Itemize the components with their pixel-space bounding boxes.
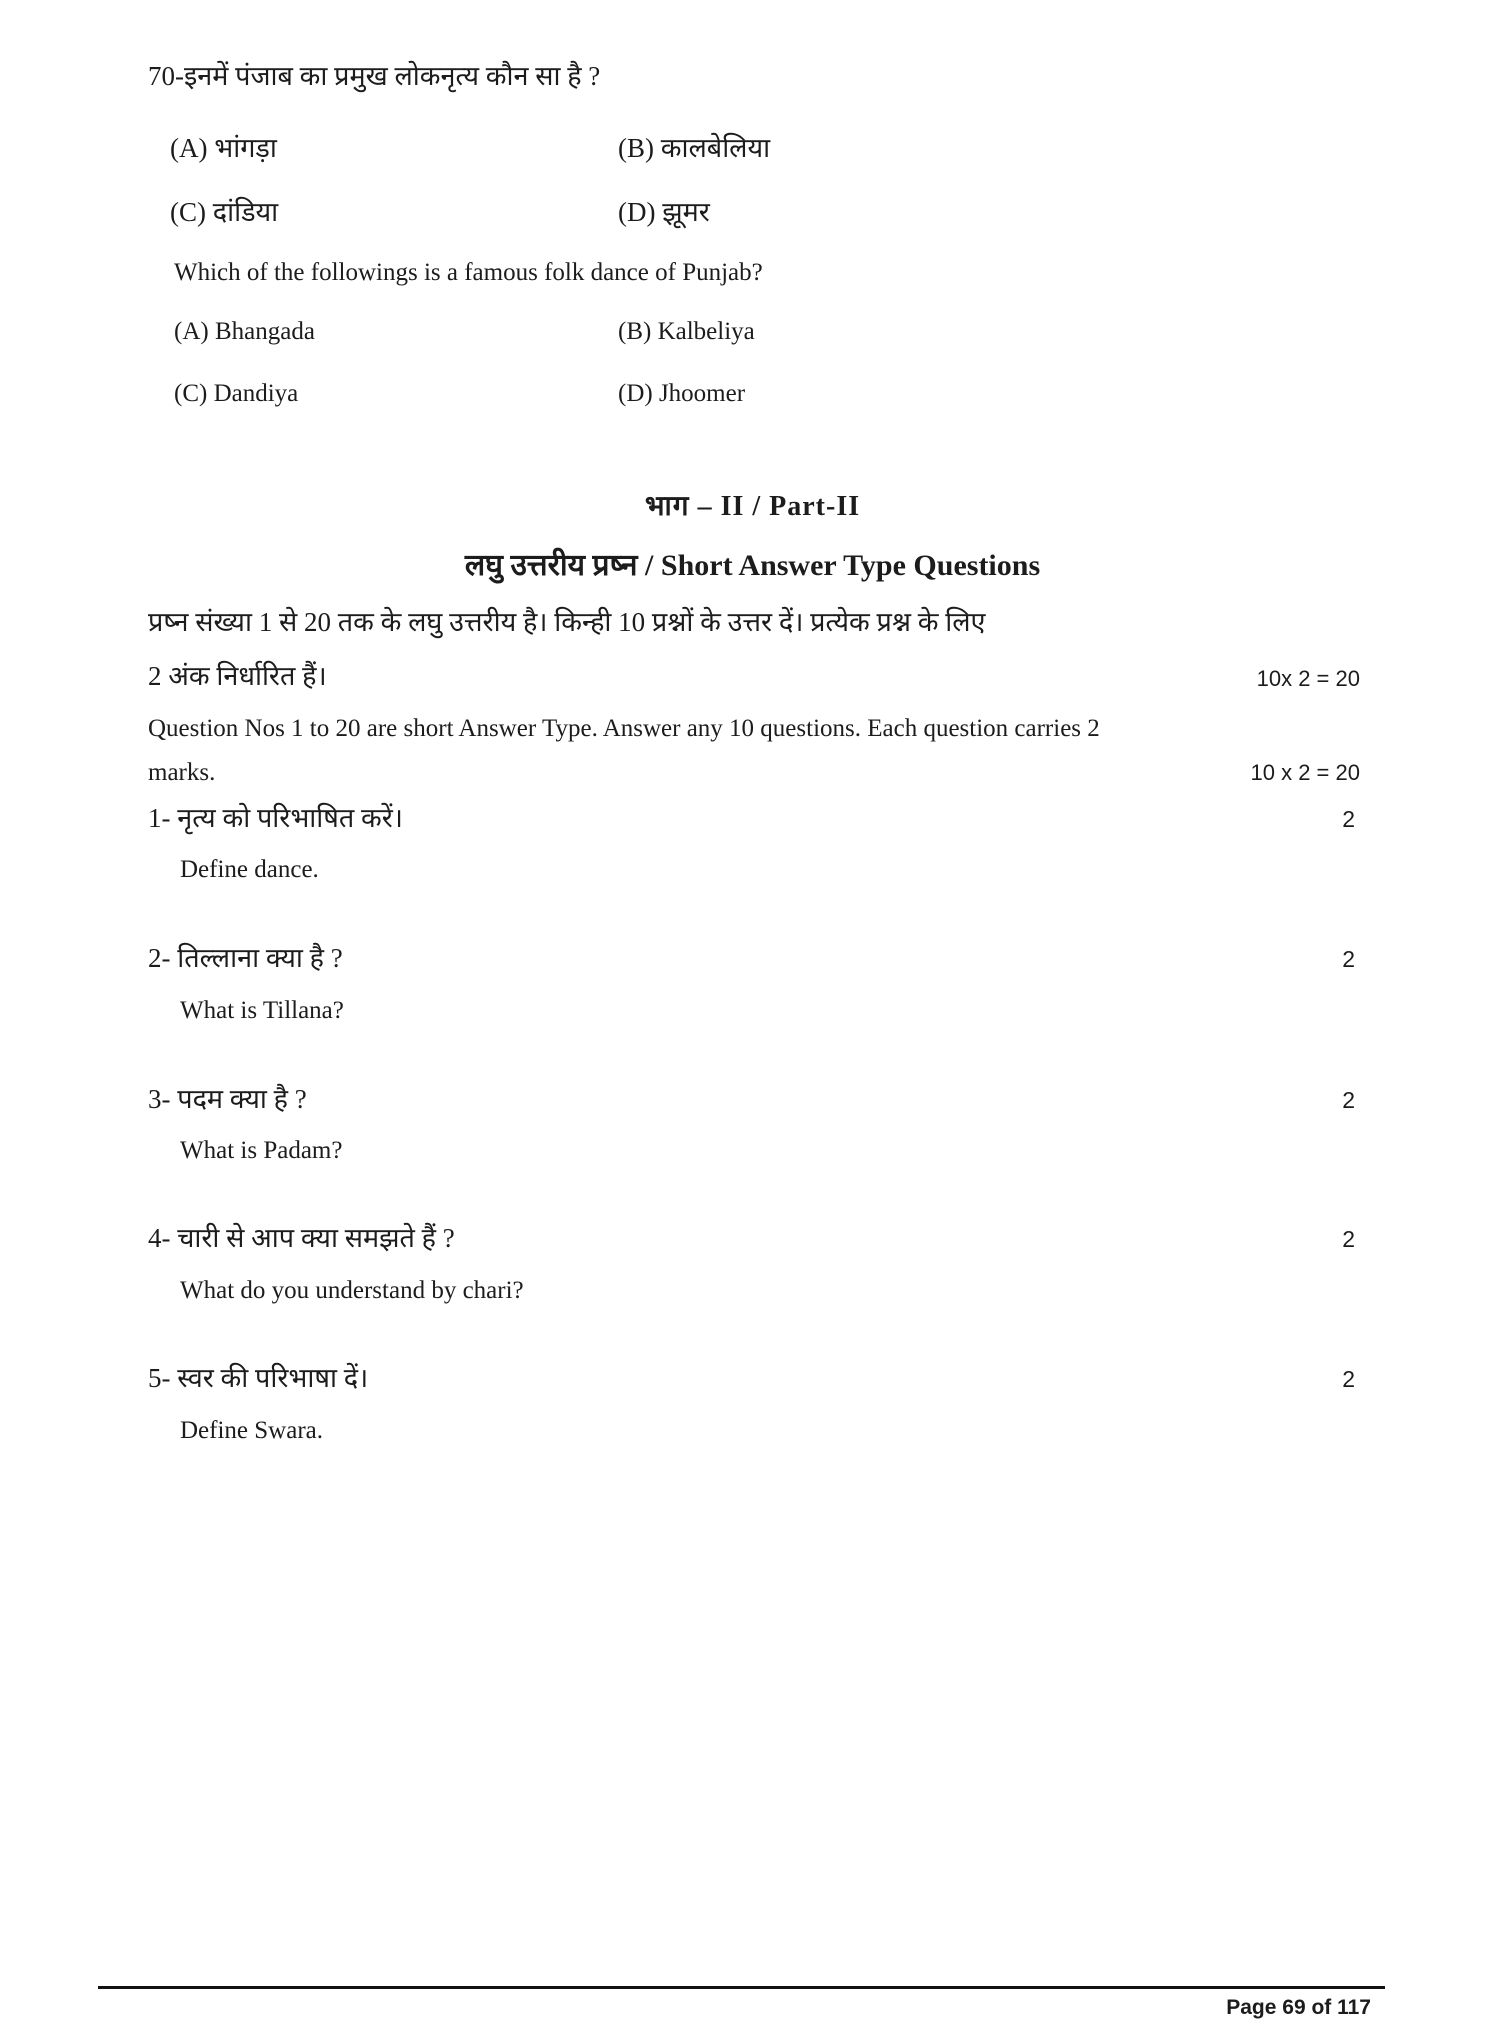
instructions-hindi-line1: प्रष्न संख्या 1 से 20 तक के लघु उत्तरीय है। किन्ही 10 प्रश्नों के उत्तर दें। प्रत्येक प्रश्न के लिए [148,607,986,637]
page-number: Page 69 of 117 [1226,1996,1371,2019]
option-d-english: (D) Jhoomer [618,380,746,407]
footer-divider [98,1986,1385,1989]
question-1-english: Define dance. [180,856,319,883]
instructions-english-line1: Question Nos 1 to 20 are short Answer Type. Answer any 10 questions. Each question carries 2 [148,715,1100,742]
question-1-marks: 2 [1342,806,1355,832]
question-4-hindi: 4- चारी से आप क्या समझते हैं ? [148,1223,455,1253]
marks-formula-hindi: 10x 2 = 20 [1256,666,1360,691]
question-5-hindi: 5- स्वर की परिभाषा दें। [148,1363,369,1393]
option-c-hindi: (C) दांडिया [170,197,279,227]
question-4-marks: 2 [1342,1226,1355,1252]
section-heading: लघु उत्तरीय प्रष्न / Short Answer Type Questions [464,549,1041,582]
option-b-english: (B) Kalbeliya [618,318,755,345]
marks-formula-english: 10 x 2 = 20 [1250,760,1360,785]
option-b-hindi: (B) कालबेलिया [618,133,771,163]
option-a-english: (A) Bhangada [174,318,315,345]
question-4-english: What do you understand by chari? [180,1277,524,1304]
question-2-hindi: 2- तिल्लाना क्या है ? [148,943,343,973]
question-70-hindi: 70-इनमें पंजाब का प्रमुख लोकनृत्य कौन सा है ? [148,61,601,91]
part-heading: भाग – II / Part-II [644,491,861,522]
option-d-hindi: (D) झूमर [618,197,710,227]
question-70-english: Which of the followings is a famous folk dance of Punjab? [174,259,763,286]
question-3-hindi: 3- पदम क्या है ? [148,1084,307,1114]
instructions-english-line2: marks. [148,759,216,786]
question-2-english: What is Tillana? [180,997,344,1024]
instructions-hindi-line2: 2 अंक निर्धारित हैं। [148,661,327,691]
question-3-marks: 2 [1342,1087,1355,1113]
question-3-english: What is Padam? [180,1137,343,1164]
question-1-hindi: 1- नृत्य को परिभाषित करें। [148,803,404,833]
option-c-english: (C) Dandiya [174,380,299,407]
question-5-english: Define Swara. [180,1417,323,1444]
question-2-marks: 2 [1342,946,1355,972]
option-a-hindi: (A) भांगड़ा [170,133,277,163]
question-5-marks: 2 [1342,1366,1355,1392]
